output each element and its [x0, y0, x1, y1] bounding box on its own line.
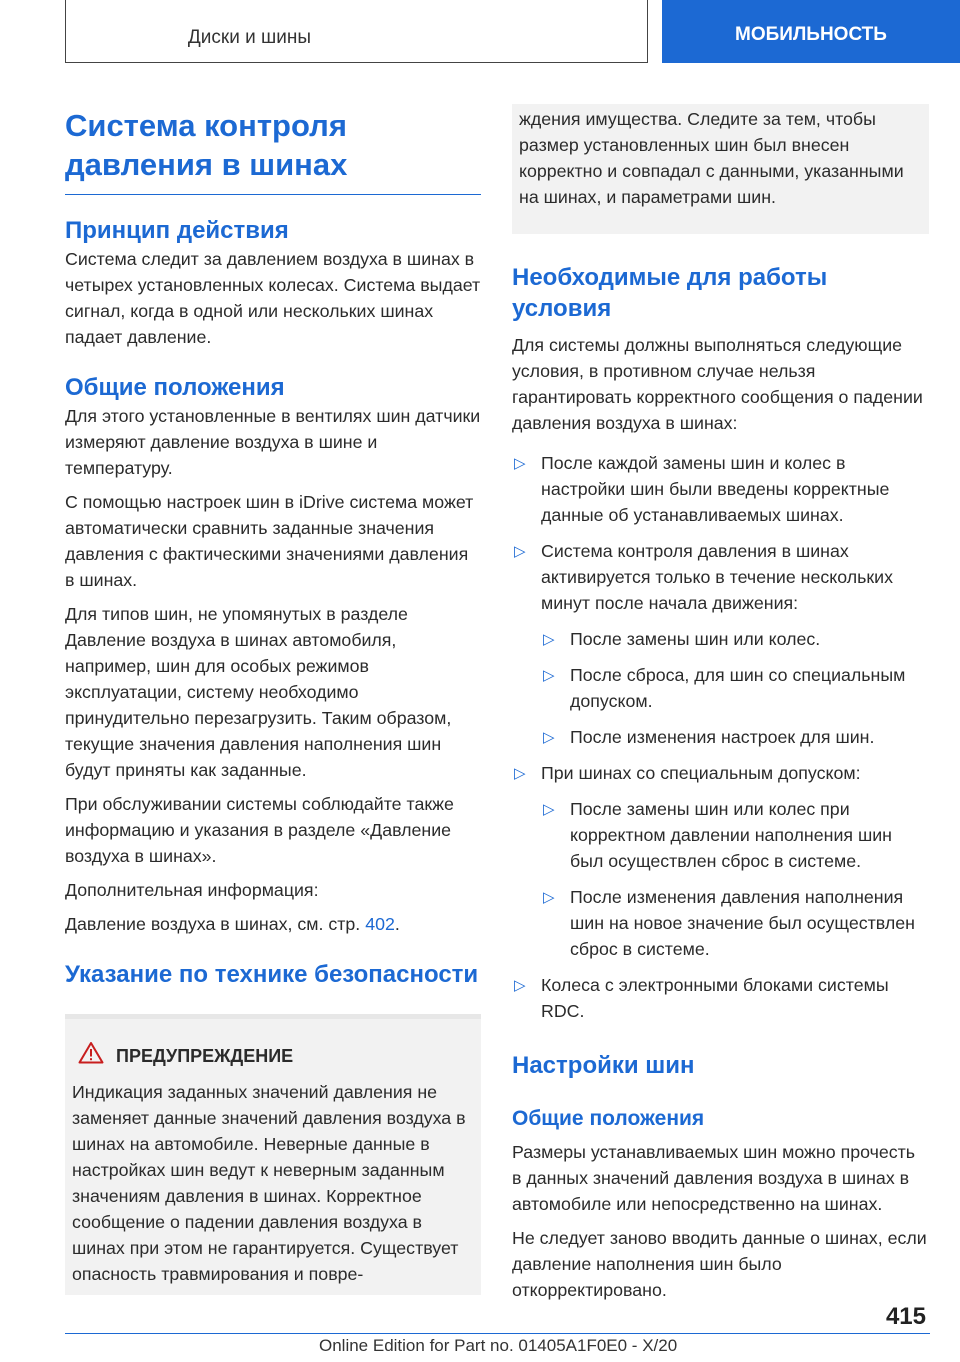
heading-settings-general: Общие положения [512, 1107, 705, 1130]
sub-list-item [541, 796, 929, 874]
heading-general: Общие положения [65, 374, 285, 401]
list-item-text: Колеса с электронными блоками системы RDC. [541, 975, 889, 1021]
sub-list-item-text: После замены шин или колес. [570, 629, 821, 649]
sub-list-item-text: После изменения давления наполнения шин на новое значение был осуществлен сброс в системе. [570, 887, 915, 959]
heading-safety: Указание по технике безопасности [65, 961, 479, 988]
page-link-402[interactable]: 402 [365, 914, 395, 934]
paragraph-general-3: Для типов шин, не упомянутых в разделе Давление воздуха в шинах автомобиля, например, шин для особых режимов эксплуатации, систему необходимо принудительно перезагрузить. Таким образом, текущие значения давления наполнения шин будут приняты как заданные. [65, 604, 452, 780]
page-number: 415 [885, 1303, 926, 1330]
sub-list-item [541, 724, 929, 750]
triangle-right-icon: ▷ [514, 455, 526, 472]
paragraph-general-2: С помощью настроек шин в iDrive система может автоматически сравнить заданные значения давления с фактическими значениями давления в шинах. [65, 492, 474, 590]
sub-list [541, 626, 929, 750]
header-box [65, 0, 648, 63]
header-chapter-label: МОБИЛЬНОСТЬ [735, 23, 887, 45]
footer-divider [65, 1333, 930, 1334]
header-section-title: Диски и шины [187, 27, 311, 48]
footer-edition: Online Edition for Part no. 01405A1F0E0 - X/20 [319, 1336, 678, 1355]
warning-text: Индикация заданных значений давления не заменяет данные значений давления воздуха в шинах на автомобиле. Неверные данные в настройках шин ведут к неверным заданным значениям давления в шинах. Корректное сообщение о падении давления воздуха в шинах при этом не гарантируется. Существует опасность травмирования и повре- [72, 1082, 466, 1284]
triangle-right-icon: ▷ [543, 801, 555, 818]
triangle-right-icon: ▷ [514, 765, 526, 782]
sub-list-item [541, 662, 929, 714]
list-item [512, 760, 929, 962]
list-item-text: Система контроля давления в шинах активируется только в течение нескольких минут после начала движения: [541, 541, 893, 613]
warning-triangle-icon [78, 1041, 104, 1071]
triangle-right-icon: ▷ [514, 543, 526, 560]
list-item-text: При шинах со специальным допуском: [541, 763, 861, 783]
triangle-right-icon: ▷ [543, 889, 555, 906]
reference-end: . [394, 914, 400, 934]
paragraph-settings-1: Размеры устанавливаемых шин можно прочесть в данных значений давления воздуха в шинах в автомобиле или непосредственно на шинах. [512, 1142, 916, 1214]
warning-header [72, 1019, 475, 1071]
conditions-list [512, 450, 929, 1024]
heading-conditions: Необходимые для работы условия [512, 264, 828, 322]
list-item [512, 450, 929, 528]
warning-continuation: ждения имущества. Следите за тем, чтобы размер установленных шин был внесен корректно и совпадал с данными, указанными на шинах, и параметрами шин. [512, 104, 929, 234]
sub-list-item-text: После изменения настроек для шин. [570, 727, 875, 747]
sub-list-item-text: После замены шин или колес при корректном давлении наполнения шин был осуществлен сброс в системе. [570, 799, 892, 871]
triangle-right-icon: ▷ [543, 631, 555, 648]
page-title: Система контроля давления в шинах [65, 106, 481, 195]
heading-settings: Настройки шин [512, 1052, 695, 1079]
left-column [65, 106, 481, 1295]
triangle-right-icon: ▷ [543, 667, 555, 684]
paragraph-general-1: Для этого установленные в вентилях шин датчики измеряют давление воздуха в шине и температуру. [65, 406, 481, 478]
sub-list-item [541, 884, 929, 962]
sub-list-item [541, 626, 929, 652]
paragraph-settings-2: Не следует заново вводить данные о шинах, если давление наполнения шин было откорректировано. [512, 1228, 927, 1300]
list-item-text: После каждой замены шин и колес в настройки шин были введены корректные данные об устанавливаемых шинах. [541, 453, 890, 525]
warning-label: ПРЕДУПРЕЖДЕНИЕ [116, 1046, 294, 1066]
sub-list [541, 796, 929, 962]
warning-box [65, 1014, 481, 1295]
right-column [512, 104, 929, 1311]
paragraph-general-4: При обслуживании системы соблюдайте также информацию и указания в разделе «Давление воздуха в шинах». [65, 794, 454, 866]
sub-list-item-text: После сброса, для шин со специальным допуском. [570, 665, 906, 711]
header-chapter-tab[interactable] [662, 0, 960, 63]
paragraph-general-5: Дополнительная информация: [65, 880, 319, 900]
heading-principle: Принцип действия [65, 217, 289, 244]
triangle-right-icon: ▷ [543, 729, 555, 746]
list-item [512, 972, 929, 1024]
list-item [512, 538, 929, 750]
paragraph-conditions: Для системы должны выполняться следующие условия, в противном случае нельзя гарантировать корректного сообщения о падении давления воздуха в шинах: [512, 335, 923, 433]
reference-text: Давление воздуха в шинах, см. стр. [65, 914, 361, 934]
triangle-right-icon: ▷ [514, 977, 526, 994]
paragraph-principle: Система следит за давлением воздуха в шинах в четырех установленных колесах. Система выдает сигнал, когда в одной или нескольких шинах падает давление. [65, 249, 481, 347]
paragraph-general-6 [65, 911, 481, 937]
